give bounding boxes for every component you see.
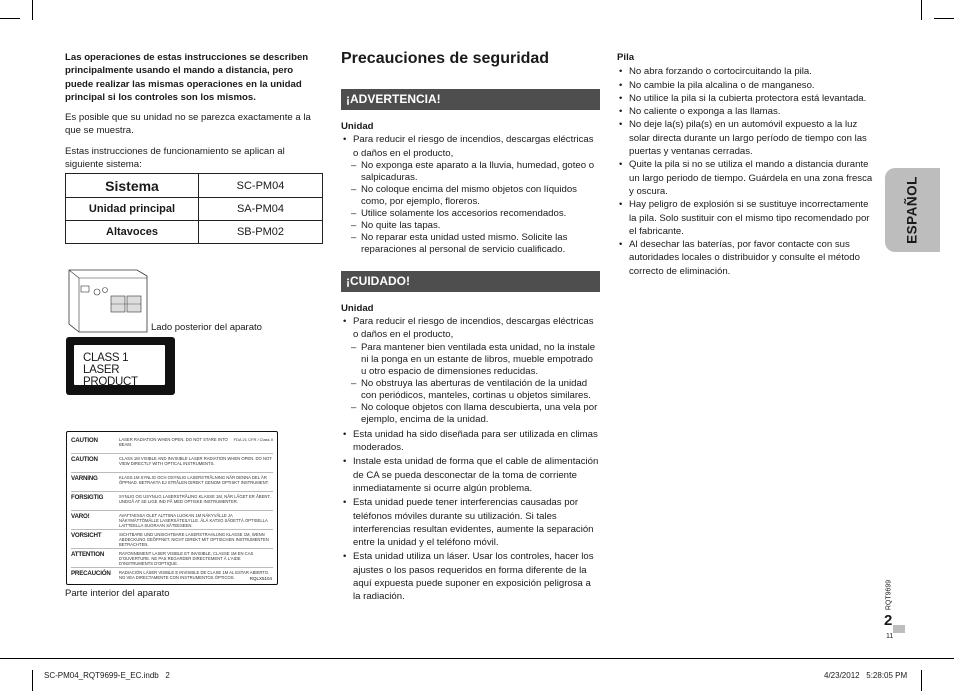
- language-tab-label: ESPAÑOL: [904, 176, 920, 244]
- list-item: • Hay peligro de explosión si se sustituye incorrectamente la pila. Solo sustituir con el mismo tipo recomendado por el fabricante.: [617, 198, 877, 238]
- label-row: CAUTION CLASS 1M VISIBLE AND INVISIBLE LASER RADIATION WHEN OPEN. DO NOT VIEW DIRECTLY WITH OPTICAL INSTRUMENTS.: [71, 454, 273, 473]
- table-row: [66, 221, 323, 244]
- fda-text: FDA 21 CFR / Class II: [233, 437, 273, 442]
- list-item: • No cambie la pila alcalina o de manganeso.: [617, 79, 877, 92]
- class1-line1: CLASS 1: [83, 352, 129, 364]
- list-item: • Para reducir el riesgo de incendios, descargas eléctricas o daños en el producto,: [341, 315, 600, 342]
- page-title: Precauciones de seguridad: [341, 50, 550, 67]
- list-item: – No coloque encima del mismo objetos con líquidos como, por ejemplo, floreros.: [351, 184, 600, 208]
- list-item: – No reparar esta unidad usted mismo. Solicite las reparaciones al personal de servicio cualificado.: [351, 232, 600, 256]
- list-item: • Al desechar las baterías, por favor contacte con sus autoridades locales o distribuidor y consulte el método correcto de eliminación.: [617, 238, 877, 278]
- language-tab: [885, 168, 940, 252]
- list-item: • Esta unidad ha sido diseñada para ser utilizada en climas moderados.: [341, 428, 600, 455]
- advertencia-subheading: Unidad: [341, 121, 374, 132]
- inner-caption: Parte interior del aparato: [65, 588, 170, 599]
- list-item: • Esta unidad puede tener interferencias causadas por teléfonos móviles durante su utilización. Si tales interferencias resultan evidentes, aumente la separación entre la unidad y el teléfono móvil.: [341, 496, 600, 549]
- system-table: [65, 173, 323, 244]
- list-item: – Para mantener bien ventilada esta unidad, no la instale ni la ponga en un estante de libros, mueble empotrado u otro espacio de dimensiones reducidas.: [351, 342, 600, 378]
- list-item: • Para reducir el riesgo de incendios, descargas eléctricas o daños en el producto,: [341, 133, 600, 160]
- table-cell: Altavoces: [66, 221, 199, 244]
- list-item: – Utilice solamente los accesorios recomendados.: [351, 208, 600, 220]
- label-row: FORSIGTIG SYNLIG OG USYNLIG LASERSTRÅLING KLASSE 1M, NÅR LÅGET ER ÅBENT. UNDGÅ AT SE LIGE IND PÅ MED OPTISKE INSTRUMENTER.: [71, 492, 273, 511]
- list-item: • No deje la(s) pila(s) en un automóvil expuesto a la luz solar directa durante un largo período de tiempo con las puertas y ventanas cerradas.: [617, 118, 877, 158]
- class1-line2: LASER PRODUCT: [83, 364, 138, 388]
- footer-left: SC-PM04_RQT9699-E_EC.indb 2: [44, 671, 170, 680]
- label-row: CAUTION LASER RADIATION WHEN OPEN. DO NOT STARE INTO BEAM. FDA 21 CFR / Class II: [71, 435, 273, 454]
- left-column: [65, 51, 323, 171]
- label-code: RQLX5104: [249, 576, 272, 581]
- cuidado-subheading: Unidad: [341, 302, 374, 314]
- table-row: [66, 198, 323, 221]
- rear-panel-illustration: [65, 266, 150, 336]
- table-cell: Sistema: [66, 174, 199, 198]
- table-cell: SA-PM04: [199, 198, 323, 221]
- list-item: • Esta unidad utiliza un láser. Usar los controles, hacer los ajustes o los pasos requeridos en forma diferente de la aquí expuesta puede suponer en exposición peligrosa a la radiación.: [341, 550, 600, 603]
- list-item: • Quite la pila si no se utiliza el mando a distancia durante un largo periodo de tiempo. Guárdela en una zona fresca y oscura.: [617, 158, 877, 198]
- page-sub-number: 11: [886, 633, 894, 640]
- list-item: • No caliente o exponga a las llamas.: [617, 105, 877, 118]
- laser-warning-label: [66, 431, 278, 585]
- pila-subheading: Pila: [617, 52, 635, 63]
- list-item: • No abra forzando o cortocircuitando la pila.: [617, 65, 877, 78]
- list-item: – No exponga este aparato a la lluvia, humedad, goteo o salpicaduras.: [351, 160, 600, 184]
- page-marker-icon: [893, 625, 905, 633]
- list-item: – No coloque objetos con llama descubierta, una vela por ejemplo, encima de la unidad.: [351, 402, 600, 426]
- cuidado-header: ¡CUIDADO!: [341, 271, 600, 292]
- rear-caption: Lado posterior del aparato: [151, 322, 262, 333]
- table-cell: SB-PM02: [199, 221, 323, 244]
- label-row: PRECAUCIÓN RADIACIÓN LÁSER VISIBLE E INVISIBLE DE CLASE 1M AL ESTAR ABIERTO. NO VEA DIRECTAMENTE CON INSTRUMENTOS ÓPTICOS.: [71, 570, 270, 580]
- page-number: 2: [884, 612, 893, 629]
- label-row: VORSICHT SICHTBARE UND UNSICHTBARE LASERSTRAHLUNG KLASSE 1M, WENN ABDECKUNG GEÖFFNET. NICHT DIREKT MIT OPTISCHEN INSTRUMENTEN BETRACHTEN.: [71, 530, 273, 549]
- table-row: [66, 174, 323, 198]
- table-cell: Unidad principal: [66, 198, 199, 221]
- list-item: – No quite las tapas.: [351, 220, 600, 232]
- list-item: – No obstruya las aberturas de ventilación de la unidad con periódicos, manteles, cortinas u objetos similares.: [351, 378, 600, 402]
- label-row: ATTENTION RAYONNEMENT LASER VISIBLE ET INVISIBLE, CLASSE 1M EN CAS D'OUVERTURE. NE PAS REGARDER DIRECTEMENT À L'AIDE D'INSTRUMENTS D'OPTIQUE.: [71, 549, 273, 568]
- table-cell: SC-PM04: [199, 174, 323, 198]
- system-intro-text: Estas instrucciones de funcionamiento se aplican al siguiente sistema:: [65, 145, 285, 171]
- label-row: VARO! AVATTAESSA OLET ALTTIINA LUOKAN 1M NÄKYVÄLLE JA NÄKYMÄTTÖMÄLLE LASERSÄTEILYLLE. ÄLÄ KATSO SÄDETTÄ OPTISELLA LAITTEELLA SUORAAN SÄTEESEEN.: [71, 511, 273, 530]
- intro-text: Las operaciones de estas instrucciones se describen principalmente usando el mando a distancia, pero puede realizar las mismas operaciones en la unidad principal si los controles son los mismos.: [65, 52, 309, 103]
- footer-right: 4/23/2012 5:28:05 PM: [824, 671, 908, 680]
- document-code: RQT9699: [885, 579, 893, 611]
- list-item: • No utilice la pila si la cubierta protectora está levantada.: [617, 92, 877, 105]
- list-item: • Instale esta unidad de forma que el cable de alimentación de CA se pueda desconectar de la toma de corriente inmediatamente si ocurre algún problema.: [341, 455, 600, 495]
- disclaimer-text: Es posible que su unidad no se parezca exactamente a la que se muestra.: [65, 112, 311, 137]
- class1-label: [66, 337, 175, 395]
- right-column: [617, 51, 877, 278]
- advertencia-header: ¡ADVERTENCIA!: [341, 89, 600, 110]
- label-row: VARNING KLASS 1M SYNLIG OCH OSYNLIG LASERSTRÅLNING NÄR DENNA DEL ÄR ÖPPNAD. BETRAKTA EJ STRÅLEN DIREKT GENOM OPTISKT INSTRUMENT.: [71, 473, 273, 492]
- middle-column: [341, 49, 600, 604]
